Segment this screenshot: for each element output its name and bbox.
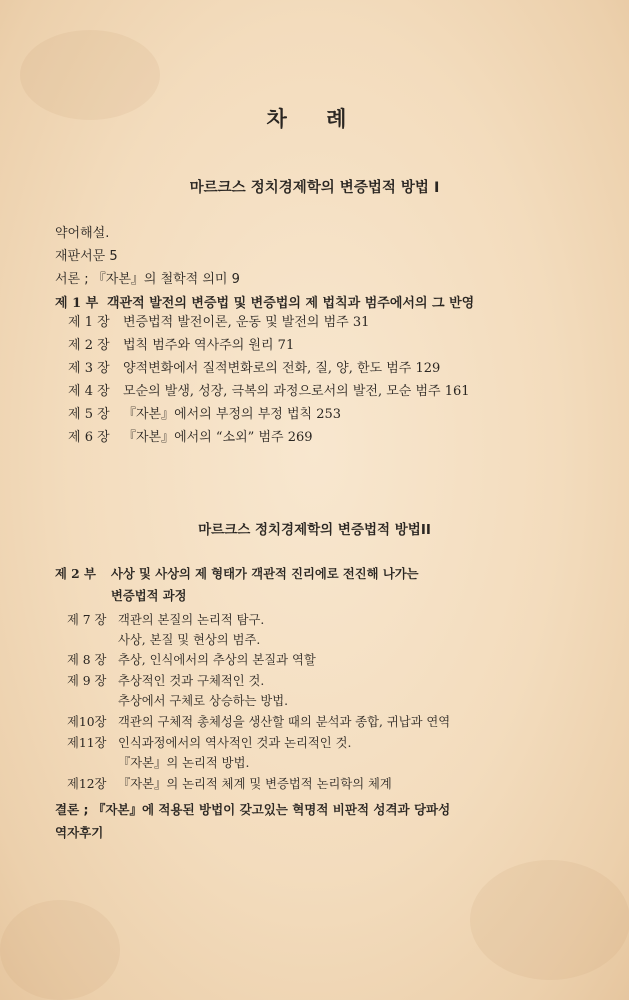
chapter-title: 『자본』에서의 “소외” 범주 269: [123, 430, 313, 445]
chapter-label: 제10장: [67, 715, 107, 729]
chapter-title: 법칙 범주와 역사주의 원리 71: [123, 338, 295, 353]
chapter-title: 『자본』에서의 부정의 부정 법칙 253: [123, 407, 342, 422]
chapter-label: 제 7 장: [67, 613, 107, 627]
chapter-5-entry[interactable]: [68, 403, 341, 422]
page-title: 차 례: [266, 107, 363, 131]
chapter-title: 모순의 발생, 성장, 극복의 과정으로서의 발전, 모순 범주 161: [123, 384, 470, 399]
chapter-10-entry[interactable]: [67, 712, 450, 730]
chapter-title-line1: 인식과정에서의 역사적인 것과 논리적인 것.: [118, 736, 352, 750]
front-item-preface[interactable]: 재판서문 5: [55, 249, 118, 264]
chapter-title-line1: 추상적인 것과 구체적인 것.: [118, 674, 265, 688]
chapter-label: 제 8 장: [67, 653, 107, 667]
chapter-9-entry[interactable]: [67, 671, 264, 689]
chapter-label: 제 9 장: [67, 674, 107, 688]
chapter-label: 제 1 장: [68, 315, 110, 330]
chapter-label: 제11장: [67, 736, 107, 750]
chapter-label: 제12장: [67, 777, 107, 791]
chapter-2-entry[interactable]: [68, 334, 294, 353]
chapter-label: 제 2 장: [68, 338, 110, 353]
part-label: 제 2 부: [55, 566, 96, 581]
chapter-8-entry[interactable]: [67, 650, 316, 668]
chapter-12-entry[interactable]: [67, 774, 392, 792]
chapter-11-entry[interactable]: [67, 733, 351, 751]
chapter-6-entry[interactable]: [68, 426, 313, 445]
chapter-9-line2: 추상에서 구체로 상승하는 방법.: [118, 694, 289, 708]
chapter-label: 제 3 장: [68, 361, 110, 376]
chapter-title: 양적변화에서 질적변화로의 전화, 질, 양, 한도 범주 129: [123, 361, 441, 376]
section-1-heading: 마르크스 정치경제학의 변증법적 방법 I: [189, 180, 440, 196]
part-title-line1: 사상 및 사상의 제 형태가 객관적 진리에로 전진해 나가는: [111, 566, 419, 581]
back-item-translator-afterword[interactable]: 역자후기: [55, 825, 104, 840]
chapter-label: 제 5 장: [68, 407, 110, 422]
chapter-title: 변증법적 발전이론, 운동 및 발전의 범주 31: [123, 315, 370, 330]
front-item-abbreviations[interactable]: 약어해설.: [55, 226, 110, 241]
chapter-label: 제 4 장: [68, 384, 110, 399]
part-1-heading[interactable]: [55, 292, 474, 311]
chapter-1-entry[interactable]: [68, 311, 369, 330]
part-label: 제 1 부: [55, 296, 99, 311]
front-item-introduction[interactable]: 서론 ; 『자본』의 철학적 의미 9: [55, 272, 240, 287]
part-2-heading[interactable]: [55, 564, 418, 582]
chapter-title-line1: 객관의 구체적 총체성을 생산할 때의 분석과 종합, 귀납과 연역: [118, 715, 451, 729]
chapter-title-line1: 『자본』의 논리적 체계 및 변증법적 논리학의 체계: [118, 777, 392, 791]
chapter-4-entry[interactable]: [68, 380, 470, 399]
part-title: 객관적 발전의 변증법 및 변증법의 제 법칙과 범주에서의 그 반영: [107, 296, 475, 311]
chapter-3-entry[interactable]: [68, 357, 440, 376]
chapter-11-line2: 『자본』의 논리적 방법.: [118, 756, 250, 770]
back-item-conclusion[interactable]: 결론 ; 『자본』에 적용된 방법이 갖고있는 혁명적 비판적 성격과 당파성: [55, 802, 451, 817]
chapter-7-line2: 사상, 본질 및 현상의 범주.: [118, 633, 261, 647]
chapter-title-line1: 추상, 인식에서의 추상의 본질과 역할: [118, 653, 316, 667]
section-2-heading: 마르크스 정치경제학의 변증법적 방법II: [198, 522, 431, 538]
chapter-title-line1: 객관의 본질의 논리적 탐구.: [118, 613, 265, 627]
chapter-label: 제 6 장: [68, 430, 110, 445]
chapter-7-entry[interactable]: [67, 610, 264, 628]
part-2-title-line2: 변증법적 과정: [111, 588, 187, 603]
